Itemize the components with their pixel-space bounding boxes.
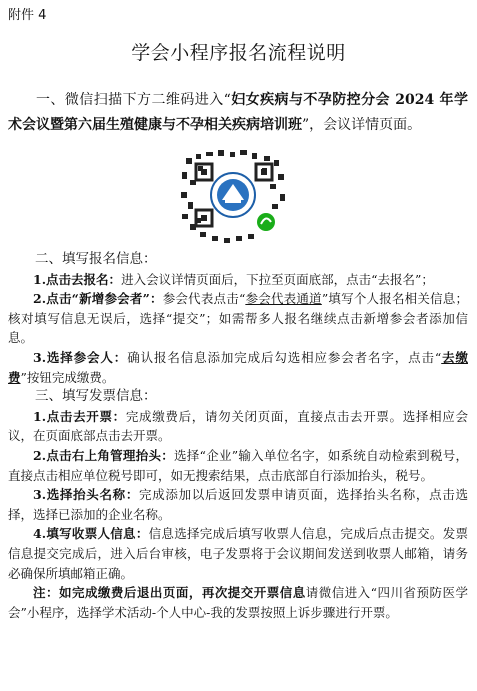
step-3-2: 2.点击右上角管理抬头：选择“企业”输入单位名字，如系统自动检索到税号，直接点击相应单位税号即可，如无搜索结果，点击底部自行添加抬头，税号。: [8, 447, 468, 483]
page-title: 学会小程序报名流程说明: [131, 42, 346, 64]
section-2-heading: 二、填写报名信息：: [35, 251, 157, 267]
intro-paragraph: [8, 88, 468, 138]
mini-program-icon: [257, 213, 275, 231]
note: 注：如完成缴费后退出页面，再次提交开票信息请微信进入“四川省预防医学会”小程序，选择学术活动-个人中心-我的发票按照上诉步骤进行开票。: [8, 585, 468, 620]
step-2-1: 1.点击去报名：进入会议详情页面后，下拉至页面底部，点击“去报名”；: [33, 271, 434, 287]
intro-prefix: 一、微信扫描下方二维码进入“: [36, 92, 231, 108]
step-3-4: 4.填写收票人信息：信息选择完成后填写收票人信息，完成后点击提交。发票信息提交完成后，进入后台审核，电子发票将于会议期间发送到收票人邮箱，请务必确保所填邮箱正确。: [8, 526, 468, 581]
intro-suffix: ”，会议详情页面。: [302, 117, 422, 133]
meeting-name: 妇女疾病与不孕防控分会 2024 年学术会议暨第六届生殖健康与不孕相关疾病培训班: [8, 92, 468, 133]
step-3-1: 1.点击去开票：完成缴费后，请勿关闭页面，直接点击去开票。选择相应会议，在页面底部点击去开票。: [8, 408, 468, 444]
step-3-3: 3.选择抬头名称：完成添加以后返回发票申请页面，选择抬头名称，点击选择，选择已添加的企业名称。: [8, 487, 468, 522]
step-2-2: 2.点击“新增参会者”：参会代表点击“参会代表通道”填写个人报名相关信息；核对填写信息无误后，选择“提交”；如需帮多人报名继续点击新增参会者添加信息。: [8, 291, 468, 346]
section-3-heading: 三、填写发票信息：: [35, 388, 157, 405]
step-2-3: 3.选择参会人：确认报名信息添加完成后勾选相应参会者名字，点击“去缴费”按钮完成缴费。: [8, 349, 468, 385]
attachment-label: 附件 4: [8, 8, 47, 23]
instructions-body: [8, 250, 468, 622]
qr-code-icon: [178, 148, 288, 244]
